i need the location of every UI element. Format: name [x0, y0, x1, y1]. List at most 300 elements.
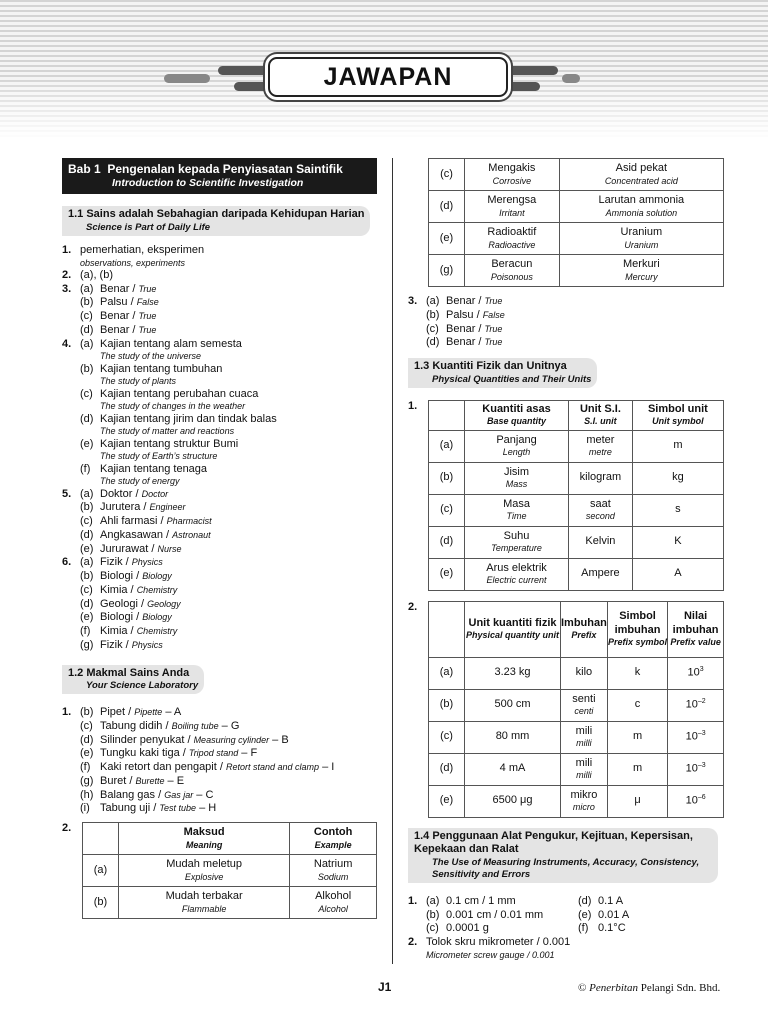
cell-text: Jisim [503, 465, 530, 478]
answer-english: observations, experiments [80, 257, 186, 268]
table-cell [465, 223, 560, 255]
table-cell [607, 689, 667, 721]
question-number: 2. [62, 822, 72, 835]
section-title: 1.3 Kuantiti Fizik dan Unitnya [414, 360, 567, 372]
cell-text: m [632, 730, 643, 743]
cell-english: Mercury [625, 271, 658, 282]
table-cell [632, 462, 723, 494]
table-cell [465, 430, 569, 462]
table-cell [465, 526, 569, 558]
table-row [429, 689, 724, 721]
question-6 [62, 556, 377, 652]
item-text: Kajian tentang alam semesta [100, 337, 242, 350]
cell-english: Sodium [317, 871, 349, 882]
cell-text: Kelvin [585, 535, 616, 548]
list-item: (f) 0.1°C [578, 922, 626, 935]
question-1-2-2 [62, 822, 377, 919]
question-number: 6. [62, 556, 72, 569]
item-english: Pipette [134, 707, 163, 718]
list-item [426, 336, 724, 350]
table-cell [561, 721, 608, 753]
item-letter: (d) [426, 336, 440, 349]
cell-english: Poisonous [490, 271, 533, 282]
item-text: Silinder penyukat / [100, 733, 194, 746]
answer-list [80, 283, 377, 338]
item-text: Biologi / [100, 570, 143, 582]
item-english: Geology [147, 598, 181, 609]
item-english: The study of matter and reactions [100, 426, 235, 437]
list-item [80, 789, 377, 803]
item-text: Benar / [100, 282, 139, 295]
question-number: 5. [62, 487, 72, 500]
list-item [80, 529, 377, 543]
row-key: (e) [429, 223, 465, 255]
item-english: Gas jar [164, 789, 194, 800]
table-cell [290, 887, 377, 919]
section-subtitle: Physical Quantities and Their Units [432, 373, 592, 385]
item-text: Palsu / [100, 296, 137, 309]
section-title: 1.1 Sains adalah Sebahagian daripada Kehidupan Harian [68, 208, 365, 221]
item-text: Kaki retort dan pengapit / [100, 761, 226, 774]
table-cell [559, 223, 723, 255]
table-cell [561, 657, 608, 689]
item-letter: (a) [80, 337, 94, 350]
row-key: (d) [429, 191, 465, 223]
table-row [429, 462, 724, 494]
item-letter: (c) [426, 322, 439, 335]
prefix-value [668, 753, 724, 785]
list-item [80, 363, 377, 388]
section-subtitle: Your Science Laboratory [86, 680, 199, 692]
cell-text: c [634, 698, 641, 711]
row-key: (e) [429, 785, 465, 817]
cell-english: Concentrated acid [604, 175, 678, 186]
cell-english: milli [576, 738, 592, 749]
item-english: False [136, 297, 159, 308]
cell-english: Time [506, 511, 527, 522]
table-cell [569, 430, 633, 462]
table-cell [465, 494, 569, 526]
item-text: Fizik / [100, 556, 132, 569]
item-letter: (e) [80, 611, 94, 624]
row-key: (c) [429, 159, 465, 191]
cell-text: m [673, 439, 683, 452]
cell-text: A [674, 567, 682, 580]
item-english: The study of plants [100, 376, 177, 387]
item-english: True [484, 323, 503, 334]
list-item [80, 438, 377, 463]
item-english: Biology [142, 612, 172, 623]
list-item [80, 720, 377, 734]
item-text: Geologi / [100, 597, 148, 610]
cell-text: Suhu [503, 529, 530, 542]
cell-text: mili [575, 724, 593, 737]
section-title: 1.2 Makmal Sains Anda [68, 666, 190, 679]
column-divider [392, 158, 393, 964]
item-text: Benar / [100, 310, 139, 322]
table-row [429, 430, 724, 462]
table-row [429, 753, 724, 785]
item-letter: (c) [80, 719, 93, 732]
list-item [80, 802, 377, 816]
list-item [80, 310, 377, 324]
cell-text: Ampere [581, 567, 620, 580]
column-header: Nilai imbuhan Prefix value [668, 601, 724, 657]
item-english: True [138, 324, 157, 335]
list-item [80, 556, 377, 570]
table-cell [632, 430, 723, 462]
list-item [80, 296, 377, 310]
question-number: 1. [62, 243, 72, 256]
list-item [80, 625, 377, 639]
cell-text: μ [634, 794, 641, 807]
question-number: 2. [62, 268, 72, 281]
table-row [429, 191, 724, 223]
list-item [80, 570, 377, 584]
item-english: Astronaut [172, 529, 211, 540]
section-1-3-heading [408, 358, 597, 388]
list-item [80, 734, 377, 748]
item-letter: (g) [80, 774, 94, 787]
row-key: (d) [429, 526, 465, 558]
table-cell [607, 785, 667, 817]
list-item [80, 283, 377, 297]
question-number: 2. [408, 936, 418, 949]
item-text: Buret / [100, 774, 136, 787]
table-cell [607, 753, 667, 785]
item-english: Boiling tube [171, 720, 219, 731]
item-letter: (d) [80, 412, 94, 425]
item-letter: (e) [80, 747, 94, 760]
column-header: Simbol unit Unit symbol [632, 400, 723, 430]
column-header: Kuantiti asas Base quantity [465, 400, 569, 430]
item-english: Doctor [141, 488, 169, 499]
cell-text: K [674, 535, 682, 548]
item-answer: – B [269, 733, 289, 746]
prefix-table [428, 601, 724, 818]
table-row [83, 855, 377, 887]
table-row [429, 526, 724, 558]
cell-text: Asid pekat [615, 162, 668, 174]
table-row [83, 887, 377, 919]
item-english: Tripod stand [188, 748, 239, 759]
item-text: Kimia / [100, 583, 137, 596]
base-quantity-table [428, 400, 724, 591]
item-letter: (g) [80, 638, 94, 651]
item-letter: (d) [80, 528, 94, 541]
list-item [80, 639, 377, 653]
cell-text: Radioaktif [487, 226, 537, 238]
list-item [80, 761, 377, 775]
answer-text: pemerhatian, eksperimen [80, 243, 205, 256]
value-base: 10 [685, 762, 698, 775]
table-cell [607, 721, 667, 753]
table-cell [632, 558, 723, 590]
chapter-subtitle: Introduction to Scientific Investigation [112, 177, 304, 189]
cell-text: Mudah meletup [166, 858, 243, 871]
table-cell [290, 855, 377, 887]
row-key: (a) [83, 855, 119, 887]
table-cell [465, 462, 569, 494]
question-1 [62, 244, 377, 269]
cell-english: Length [502, 447, 531, 458]
table-cell [561, 785, 608, 817]
question-1-2-1 [62, 706, 377, 816]
item-english: True [484, 337, 503, 348]
chapter-heading [62, 158, 377, 194]
item-answer: – H [196, 802, 217, 815]
cell-text: Uranium [620, 226, 663, 238]
answer-text: (a), (b) [80, 268, 113, 281]
answer-list [80, 488, 377, 557]
table-cell [632, 526, 723, 558]
item-english: False [482, 309, 505, 320]
table-cell [561, 753, 608, 785]
item-text: Benar / [446, 322, 485, 335]
item-text: Jururawat / [100, 542, 158, 555]
list-item [80, 584, 377, 598]
hazard-table-2 [428, 158, 724, 287]
question-number: 4. [62, 337, 72, 350]
answer-list [80, 556, 377, 652]
item-letter: (b) [80, 501, 94, 514]
question-2 [62, 269, 377, 283]
list-item: (e) 0.01 A [578, 908, 630, 921]
question-4 [62, 338, 377, 488]
item-text: Palsu / [446, 308, 483, 321]
item-text: Balang gas / [100, 788, 165, 801]
item-english: The study of the universe [100, 351, 202, 362]
cell-text: Panjang [496, 433, 537, 446]
cell-english: Explosive [184, 871, 224, 882]
question-number: 2. [408, 600, 418, 613]
item-letter: (h) [80, 788, 94, 801]
item-english: Biology [142, 571, 172, 581]
table-corner [429, 601, 465, 657]
item-answer: – E [164, 774, 185, 787]
table-cell [119, 887, 290, 919]
cell-text: Larutan ammonia [598, 194, 685, 206]
column-header: Simbol imbuhan Prefix symbol [607, 601, 667, 657]
item-letter: (b) [426, 308, 440, 321]
item-english: Burette [135, 775, 165, 786]
table-row [429, 494, 724, 526]
item-answer: – C [193, 788, 214, 801]
item-letter: (c) [80, 515, 93, 527]
item-english: True [138, 311, 157, 321]
column-header: Contoh Example [290, 823, 377, 855]
cell-english: Flammable [181, 903, 227, 914]
item-answer: – F [238, 747, 258, 760]
banner-pill-right-inner [500, 66, 558, 75]
item-letter: (b) [80, 362, 94, 375]
table-cell [465, 753, 561, 785]
item-text: Tungku kaki tiga / [100, 747, 189, 760]
list-item [80, 463, 377, 488]
list-item: (a) 0.1 cm / 1 mm [426, 894, 516, 907]
table-cell [119, 855, 290, 887]
item-text: Jurutera / [100, 501, 150, 514]
cell-english: Mass [505, 479, 528, 490]
list-item [80, 413, 377, 438]
cell-text: k [634, 666, 641, 679]
cell-text: 4 mA [499, 762, 526, 775]
item-text: Benar / [446, 295, 485, 307]
cell-english: second [585, 511, 615, 522]
banner-pill-left [164, 74, 210, 83]
item-letter: (f) [80, 761, 91, 774]
table-row [429, 785, 724, 817]
item-text: Ahli farmasi / [100, 515, 167, 527]
list-item [80, 747, 377, 761]
cell-text: s [675, 503, 681, 516]
item-letter: (b) [80, 706, 94, 719]
item-answer: – G [218, 719, 240, 732]
table-cell [569, 526, 633, 558]
table-cell [569, 494, 633, 526]
list-item [80, 611, 377, 625]
list-item [426, 295, 724, 309]
list-item [426, 309, 724, 323]
section-1-4-heading [408, 828, 718, 883]
list-item [80, 388, 377, 413]
list-item: (b) 0.001 cm / 0.01 mm [426, 908, 544, 921]
question-number: 3. [62, 282, 72, 295]
question-3 [62, 283, 377, 338]
answer-list [80, 338, 377, 488]
question-1-4-2 [408, 936, 724, 961]
table-cell [569, 558, 633, 590]
item-letter: (i) [80, 802, 90, 815]
item-english: Chemistry [136, 584, 178, 595]
table-corner [429, 400, 465, 430]
item-letter: (d) [80, 597, 94, 610]
table-row [429, 159, 724, 191]
item-english: Pharmacist [166, 516, 212, 526]
cell-text: mikro [570, 788, 598, 801]
item-text: Kajian tentang jirim dan tindak balas [100, 412, 277, 425]
item-text: Biologi / [100, 611, 143, 624]
item-english: The study of changes in the weather [100, 401, 246, 412]
table-row [429, 558, 724, 590]
list-item [80, 543, 377, 557]
item-letter: (c) [80, 583, 93, 596]
table-cell [465, 558, 569, 590]
cell-text: Merengsa [487, 194, 537, 206]
item-letter: (f) [80, 462, 91, 475]
item-letter: (c) [80, 387, 93, 400]
item-text: Fizik / [100, 638, 132, 651]
table-cell [465, 657, 561, 689]
cell-text: kilogram [579, 471, 622, 484]
column-header: Maksud Meaning [119, 823, 290, 855]
table-cell [465, 255, 560, 287]
value-exponent: –6 [697, 793, 706, 801]
table-row [429, 721, 724, 753]
item-letter: (e) [80, 542, 94, 555]
prefix-value [668, 657, 724, 689]
item-english: Test tube [159, 803, 197, 814]
table-cell [632, 494, 723, 526]
cell-english: Uranium [624, 239, 659, 250]
question-number: 1. [408, 399, 418, 412]
item-letter: (b) [80, 570, 94, 582]
row-key: (e) [429, 558, 465, 590]
table-row [429, 255, 724, 287]
cell-text: Arus elektrik [486, 561, 547, 574]
prefix-value [668, 689, 724, 721]
cell-english: Irritant [499, 207, 525, 218]
item-english: Measuring cylinder [193, 734, 270, 745]
item-text: Angkasawan / [100, 528, 173, 541]
table-row [429, 223, 724, 255]
item-english: Physics [131, 557, 163, 568]
table-cell [465, 689, 561, 721]
right-column [408, 158, 724, 961]
item-text: Kajian tentang tenaga [100, 462, 208, 475]
cell-text: Masa [503, 497, 530, 510]
cell-text: 3.23 kg [494, 666, 531, 679]
item-text: Kajian tentang struktur Bumi [100, 437, 239, 450]
cell-text: 6500 μg [492, 794, 533, 807]
publisher-credit: © Penerbitan Pelangi Sdn. Bhd. [578, 982, 721, 994]
section-1-1-heading [62, 206, 370, 236]
banner-title: JAWAPAN [268, 57, 508, 97]
answer-list [80, 706, 377, 816]
item-answer: – A [162, 706, 182, 719]
section-1-2-heading [62, 665, 204, 695]
item-text: Doktor / [100, 487, 142, 500]
hazard-table [82, 822, 377, 919]
question-1-3-1 [408, 400, 724, 591]
table-cell [569, 462, 633, 494]
item-text: Kimia / [100, 625, 137, 637]
prefix-value [668, 785, 724, 817]
list-item [80, 338, 377, 363]
section-subtitle: Science is Part of Daily Life [86, 221, 211, 233]
cell-english: milli [576, 770, 592, 781]
question-1-2-3 [408, 295, 724, 350]
list-item [80, 515, 377, 529]
value-exponent: –3 [697, 761, 706, 769]
cell-text: Mengakis [488, 162, 536, 174]
item-text: Tabung didih / [100, 719, 172, 732]
item-letter: (c) [80, 310, 93, 322]
item-text: Pipet / [100, 706, 135, 719]
table-cell [561, 689, 608, 721]
question-number: 3. [408, 295, 418, 307]
item-english: Chemistry [136, 626, 178, 636]
cell-text: saat [590, 497, 611, 510]
row-key: (a) [429, 430, 465, 462]
item-letter: (a) [80, 282, 94, 295]
row-key: (g) [429, 255, 465, 287]
item-letter: (f) [80, 625, 91, 637]
section-subtitle: The Use of Measuring Instruments, Accuracy, Consistency, Sensitivity and Errors [432, 857, 700, 880]
cell-text: Mudah terbakar [165, 890, 243, 903]
value-base: 10 [687, 666, 700, 679]
value-exponent: –2 [697, 697, 706, 705]
cell-text: senti [572, 692, 596, 705]
table-cell [465, 191, 560, 223]
row-key: (b) [429, 462, 465, 494]
item-english: True [138, 283, 157, 294]
question-number: 1. [408, 894, 418, 907]
answer-text: Tolok skru mikrometer / 0.001 [426, 936, 571, 949]
item-text: Tabung uji / [100, 802, 160, 815]
table-cell [559, 191, 723, 223]
item-letter: (a) [426, 295, 440, 307]
